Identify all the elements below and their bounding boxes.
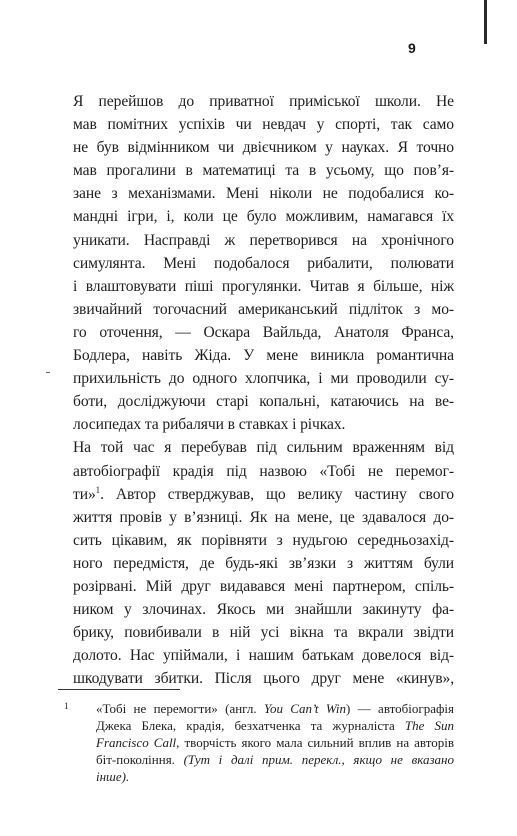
text-line: На той час я перебував під сильним враженням від — [73, 439, 454, 457]
text-line: і влаштовувати піші прогулянки. Читав я більше, ніж — [73, 277, 454, 295]
text-line: автобіографії крадія під назвою «Тобі не перемог- — [73, 462, 454, 480]
text-line: шкодувати збитки. Після цього друг мене «кинув», — [73, 670, 454, 688]
text-line: Бодлера, навіть Жіда. У мене виникла романтична — [73, 347, 454, 365]
footnote-italic: You Can’t Win — [263, 701, 347, 716]
text-line: мав помітних успіхів чи невдач у спорті, так само — [73, 116, 454, 134]
text-line: не був відмінником чи двієчником у науках. Я точно — [73, 139, 454, 157]
footnote-divider — [58, 689, 180, 690]
text-fragment: ти» — [73, 485, 96, 503]
footnote-italic: Francisco Call — [96, 735, 177, 750]
text-line: уникати. Насправді ж перетворився на хронічного — [73, 231, 454, 249]
text-line: брику, повибивали в ній усі вікна та вкрали звідти — [73, 624, 454, 642]
footnote-line — [96, 768, 454, 785]
text-line: боти, досліджуючи старі копальні, катаючись на ве- — [73, 393, 454, 411]
text-line: лосипедах та рибалячи в ставках і річках. — [73, 416, 346, 434]
text-line: звичайний тогочасний американський підліток з мо- — [73, 300, 454, 318]
margin-speck — [46, 372, 50, 373]
footnote-italic: The Sun — [404, 718, 455, 733]
text-line: ного передмістя, де будь-які зв’язки з життям були — [73, 554, 454, 572]
text-fragment: . Автор стверджував, що велику частину свого — [100, 485, 454, 503]
paragraph-1 — [58, 90, 454, 436]
footnote-text — [96, 700, 454, 785]
text-line: долото. Нас упіймали, і нашим батькам довелося від- — [73, 647, 454, 665]
text-line: симулянта. Мені подобалося рибалити, полювати — [73, 254, 454, 272]
footnote-line: біт-покоління. (Тут і далі прим. перекл., якщо не вказано — [96, 752, 454, 767]
text-line: життя провів у в’язниці. Як на мене, це здавалося до- — [73, 508, 454, 526]
text-line: сить цікавим, як порівняти з нудьгою середньозахід- — [73, 531, 454, 549]
footnote-ref: 1 — [95, 484, 101, 495]
page-edge-mark — [484, 0, 487, 44]
text-line: Я перейшов до приватної приміської школи. Не — [73, 93, 454, 110]
text-line: прихильність до одного хлопчика, і ми проводили су- — [73, 370, 454, 388]
footnote-line: Джека Блека, крадія, безхатченка та журналіста The Sun — [96, 718, 455, 733]
paragraph-2 — [58, 436, 454, 690]
footnote-marker: 1 — [64, 701, 69, 711]
text-line — [58, 483, 454, 506]
text-line: го оточення, — Оскара Вайльда, Анатоля Франса, — [73, 323, 454, 341]
body-text — [58, 90, 454, 690]
footnote-italic: інше). — [96, 769, 130, 784]
page-number: 9 — [408, 40, 416, 56]
text-line: розірвані. Мій друг видавався мені партнером, спіль- — [73, 577, 454, 595]
text-line: мандні ігри, і, коли це було можливим, намагався їх — [73, 208, 454, 226]
footnote-line: «Тобі не перемогти» (англ. You Can’t Win) — автобіографія — [96, 701, 454, 716]
text-line: зане з механізмами. Мені ніколи не подобалися ко- — [73, 185, 454, 203]
footnote-italic: (Тут і далі прим. перекл., якщо не вказано — [183, 752, 454, 767]
footnote-line: Francisco Call, творчість якого мала сильний вплив на авторів — [96, 735, 454, 750]
text-line: ником у злочинах. Якось ми знайшли закинуту фа- — [73, 601, 454, 619]
text-line: мав прогалини в математиці та в усьому, що пов’я- — [73, 162, 454, 180]
footnote — [58, 700, 454, 785]
